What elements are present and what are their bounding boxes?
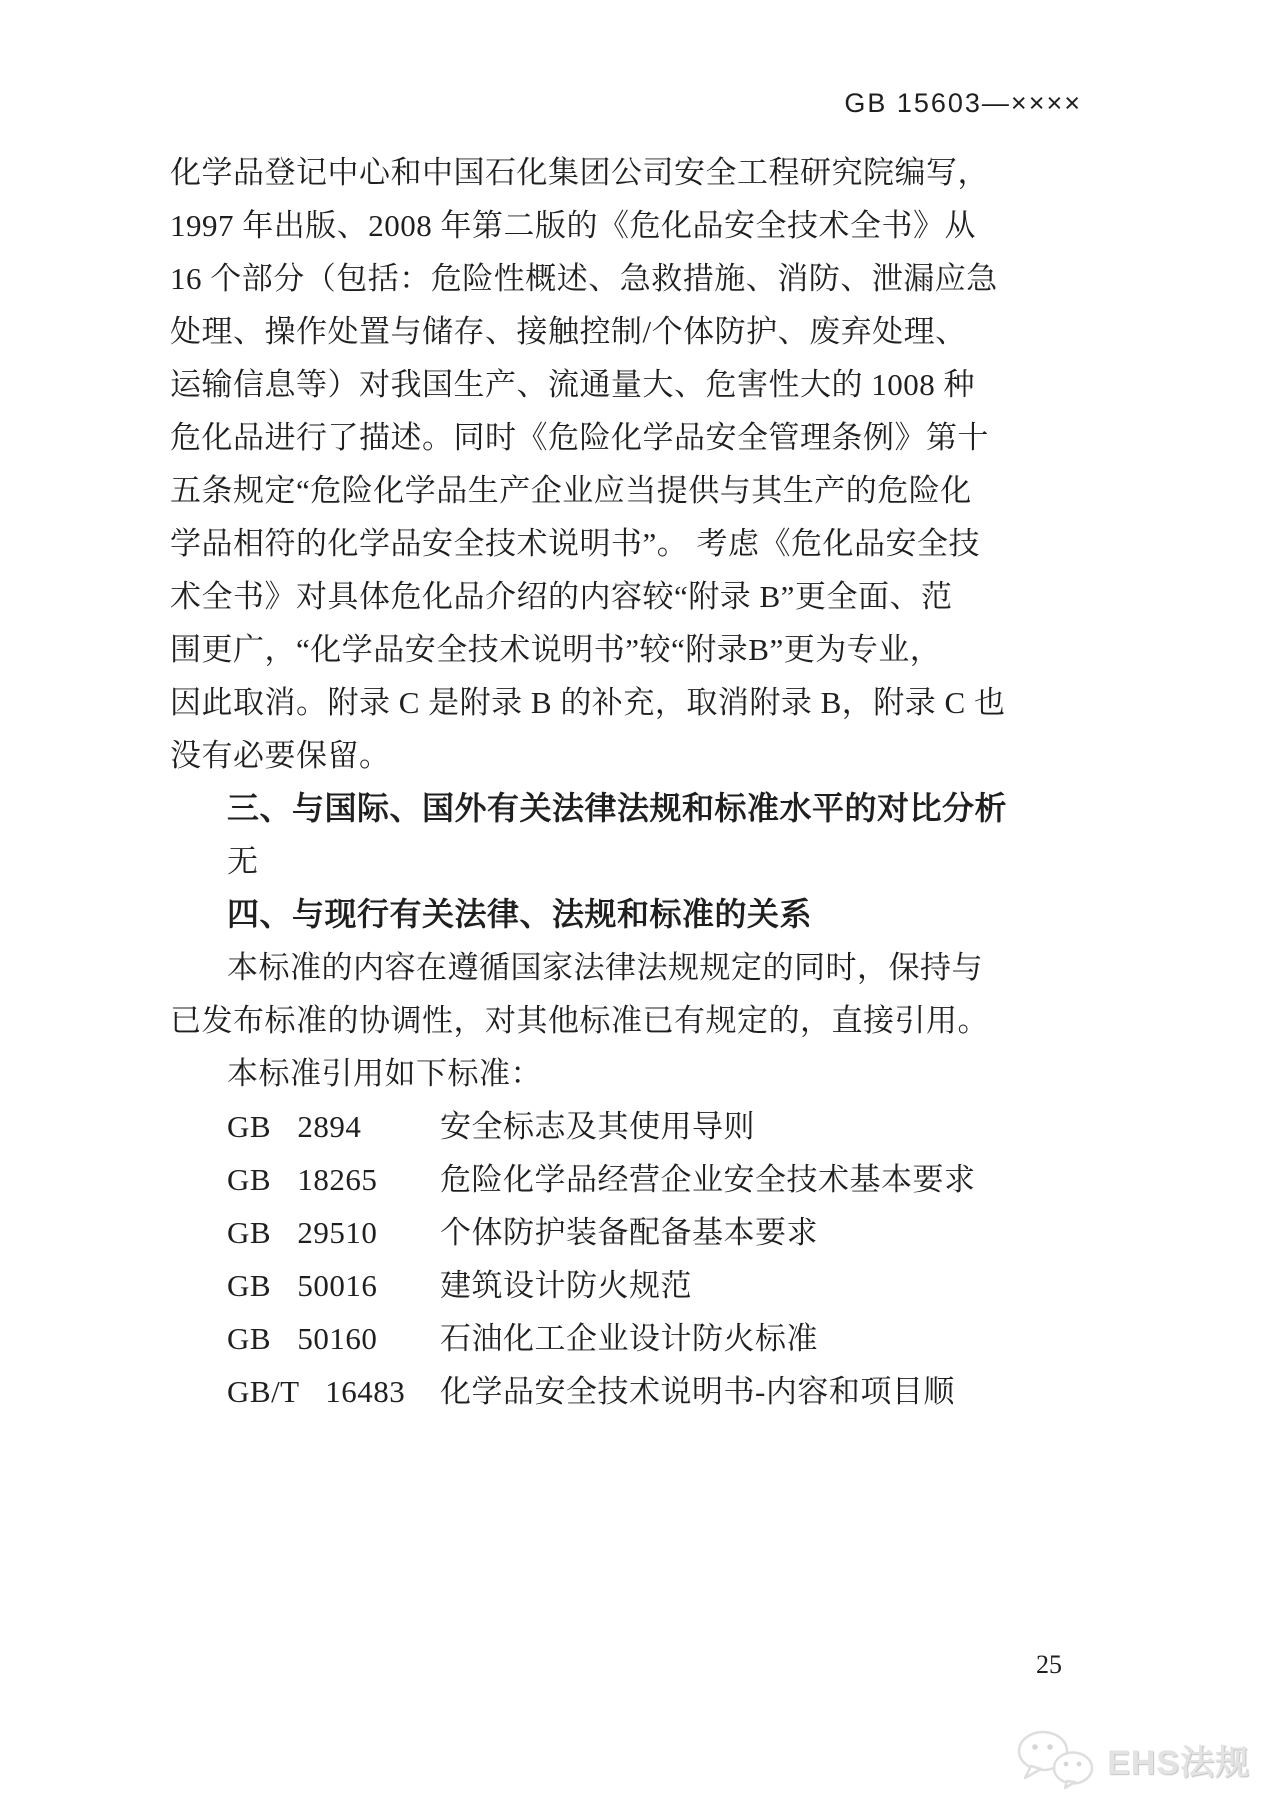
- document-line: 化学品登记中心和中国石化集团公司安全工程研究院编写，: [170, 155, 989, 190]
- standard-title: 安全标志及其使用导则: [440, 1109, 755, 1144]
- document-line: 因此取消。附录 C 是附录 B 的补充，取消附录 B，附录 C 也: [170, 685, 1006, 720]
- standard-code: GB 50016: [227, 1268, 378, 1303]
- document-line: 学品相符的化学品安全技术说明书”。 考虑《危化品安全技: [170, 526, 981, 561]
- standard-code: GB/T 16483: [227, 1374, 406, 1409]
- watermark-label: EHS法规: [1107, 1743, 1250, 1782]
- standards-intro-line: 本标准引用如下标准：: [227, 1056, 542, 1091]
- document-line: 术全书》对具体危化品介绍的内容较“附录 B”更全面、范: [170, 579, 953, 614]
- document-line: 没有必要保留。: [170, 738, 391, 773]
- document-line: 五条规定“危险化学品生产企业应当提供与其生产的危险化: [170, 473, 972, 508]
- standard-title: 危险化学品经营企业安全技术基本要求: [440, 1162, 976, 1197]
- document-line: 围更广，“化学品安全技术说明书”较“附录B”更为专业，: [170, 632, 942, 667]
- standard-code: GB 50160: [227, 1321, 378, 1356]
- standard-title: 建筑设计防火规范: [440, 1268, 692, 1303]
- standard-row: [170, 1206, 980, 1259]
- page-number: 25: [1036, 1650, 1062, 1679]
- standard-title: 石油化工企业设计防火标准: [440, 1321, 818, 1356]
- document-line: 本标准的内容在遵循国家法律法规规定的同时，保持与: [227, 950, 983, 985]
- standard-title: 个体防护装备配备基本要求: [440, 1215, 818, 1250]
- document-body: [170, 146, 1008, 1418]
- standard-code: GB 18265: [227, 1162, 378, 1197]
- standard-row: [170, 1365, 980, 1418]
- paragraph-continuation: [170, 146, 1006, 782]
- document-number: GB 15603—××××: [844, 88, 1082, 118]
- document-line: 运输信息等）对我国生产、流通量大、危害性大的 1008 种: [170, 367, 975, 402]
- standard-title: 化学品安全技术说明书-内容和项目顺: [440, 1374, 955, 1409]
- document-line: 处理、操作处置与储存、接触控制/个体防护、废弃处理、: [170, 314, 967, 349]
- document-line: 1997 年出版、2008 年第二版的《危化品安全技术全书》从: [170, 208, 976, 243]
- document-line: 已发布标准的协调性，对其他标准已有规定的，直接引用。: [170, 1003, 989, 1038]
- wechat-bubbles-icon: [1015, 1728, 1099, 1790]
- standards-list: [170, 1100, 980, 1418]
- section-heading-3: 三、与国际、国外有关法律法规和标准水平的对比分析: [227, 790, 1008, 826]
- section-heading-4: 四、与现行有关法律、法规和标准的关系: [227, 896, 813, 932]
- section-3-content: 无: [227, 844, 259, 879]
- standard-row: [170, 1153, 980, 1206]
- standard-row: [170, 1312, 980, 1365]
- standard-row: [170, 1100, 980, 1153]
- ehs-watermark: [1015, 1728, 1250, 1790]
- standard-code: GB 2894: [227, 1109, 362, 1144]
- standard-code: GB 29510: [227, 1215, 378, 1250]
- standard-row: [170, 1259, 980, 1312]
- document-line: 危化品进行了描述。同时《危险化学品安全管理条例》第十: [170, 420, 989, 455]
- document-line: 16 个部分（包括：危险性概述、急救措施、消防、泄漏应急: [170, 261, 998, 296]
